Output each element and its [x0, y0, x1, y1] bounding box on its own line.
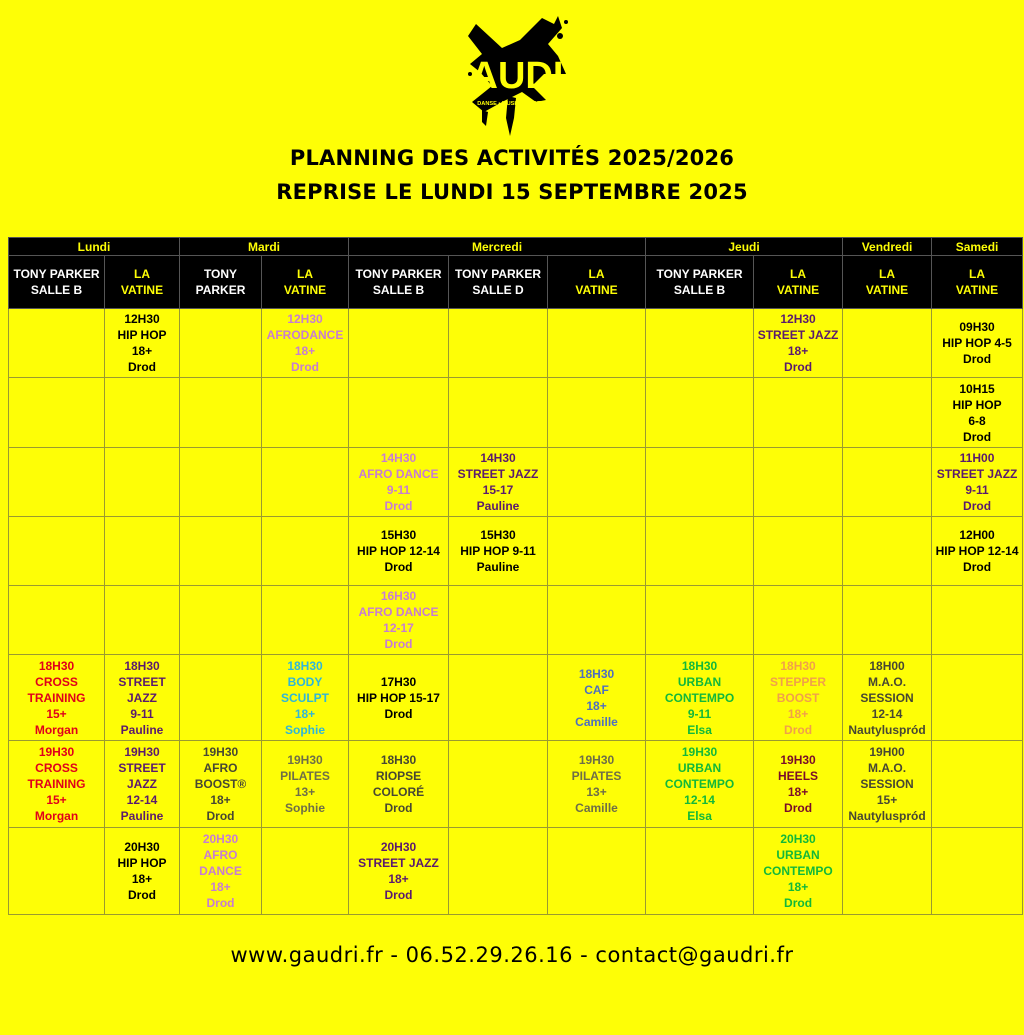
cell-line: Camille	[575, 801, 618, 815]
cell-line: STREET JAZZ	[457, 467, 539, 481]
page-title: PLANNING DES ACTIVITÉS 2025/2026	[289, 146, 735, 170]
cell-line: 11H00	[959, 451, 995, 465]
empty-slot	[754, 517, 843, 586]
class-slot	[548, 741, 646, 828]
class-slot	[9, 655, 105, 741]
schedule-row	[9, 586, 1023, 655]
cell-line: Drod	[384, 706, 413, 721]
empty-slot	[548, 448, 646, 517]
cell-line: TONY PARKER	[355, 267, 442, 281]
cell-line: HIP HOP 15-17	[357, 690, 440, 705]
empty-slot	[932, 655, 1023, 741]
cell-line: Morgan	[34, 722, 79, 737]
cell-line: 12-14	[684, 793, 715, 807]
cell-line: 18+	[787, 785, 809, 799]
cell-line: 19H30	[681, 745, 718, 759]
cell-line: LA	[588, 267, 605, 281]
contact-footer: www.gaudri.fr - 06.52.29.26.16 - contact@gaudri.fr	[230, 943, 794, 967]
cell-line: 9-11	[687, 706, 712, 721]
day-header: Samedi	[932, 238, 1023, 256]
class-slot	[349, 586, 449, 655]
empty-slot	[932, 741, 1023, 828]
empty-slot	[180, 448, 262, 517]
cell-line: BOOST	[776, 690, 820, 705]
empty-slot	[548, 517, 646, 586]
room-header	[262, 256, 349, 309]
schedule-body	[9, 309, 1023, 915]
cell-line: TRAINING	[27, 690, 86, 705]
empty-slot	[180, 655, 262, 741]
empty-slot	[646, 309, 754, 378]
empty-slot	[646, 586, 754, 655]
day-header: Vendredi	[843, 238, 932, 256]
cell-line: Camille	[575, 714, 618, 729]
cell-line: LA	[134, 267, 150, 281]
cell-line: STREET JAZZ	[936, 467, 1018, 481]
schedule-row	[9, 378, 1023, 448]
cell-line: Drod	[384, 560, 413, 574]
cell-line: 15+	[46, 793, 67, 807]
cell-line: 19H30	[38, 745, 75, 759]
cell-line: URBAN	[776, 848, 820, 862]
cell-line: COLORÉ	[372, 785, 425, 799]
cell-line: Drod	[963, 352, 992, 366]
cell-line: TONY PARKER	[455, 267, 542, 281]
empty-slot	[262, 586, 349, 655]
empty-slot	[262, 517, 349, 586]
empty-slot	[548, 828, 646, 915]
cell-line: Drod	[963, 560, 992, 574]
cell-line: BOOST®	[194, 777, 247, 791]
cell-line: STEPPER	[770, 674, 827, 689]
cell-line: 18+	[210, 793, 231, 807]
empty-slot	[754, 448, 843, 517]
empty-slot	[9, 828, 105, 915]
cell-line: 10H15	[959, 381, 995, 396]
cell-line: URBAN	[677, 761, 722, 775]
class-slot	[105, 655, 180, 741]
cell-line: VATINE	[283, 283, 327, 297]
cell-line: 18H30	[124, 658, 160, 673]
cell-line: LA	[879, 267, 896, 281]
cell-line: AFRODANCE	[266, 328, 344, 342]
empty-slot	[449, 309, 548, 378]
cell-line: HIP HOP 12-14	[357, 544, 440, 558]
cell-line: Elsa	[687, 809, 712, 823]
cell-line: Nautyluspród	[848, 809, 926, 823]
empty-slot	[9, 448, 105, 517]
cell-line: HIP HOP	[952, 397, 1002, 412]
empty-slot	[646, 517, 754, 586]
cell-line: STREET JAZZ	[358, 856, 439, 870]
class-slot	[105, 741, 180, 828]
class-slot	[349, 517, 449, 586]
cell-line: 14H30	[380, 451, 417, 465]
cell-line: 18H30	[578, 666, 615, 681]
room-header	[449, 256, 548, 309]
cell-line: HIP HOP	[117, 856, 167, 870]
cell-line: HEELS	[778, 769, 819, 783]
cell-line: LA	[969, 267, 986, 281]
empty-slot	[9, 378, 105, 448]
cell-line: 18+	[131, 872, 153, 886]
cell-line: JAZZ	[127, 777, 157, 791]
cell-line: JAZZ	[127, 690, 157, 705]
empty-slot	[105, 448, 180, 517]
cell-line: 18H30	[681, 658, 718, 673]
cell-line: 12-17	[383, 621, 414, 635]
cell-line: 12H30	[287, 312, 323, 326]
cell-line: 18+	[586, 698, 607, 713]
day-header: Mercredi	[349, 238, 646, 256]
cell-line: Drod	[963, 499, 992, 513]
empty-slot	[9, 309, 105, 378]
cell-line: RIOPSE	[375, 769, 422, 783]
cell-line: 15H30	[480, 528, 516, 542]
cell-line: 19H30	[780, 753, 816, 767]
cell-line: Drod	[384, 888, 413, 902]
cell-line: 18H00	[869, 658, 905, 673]
empty-slot	[449, 741, 548, 828]
cell-line: 18H30	[287, 658, 323, 673]
empty-slot	[646, 378, 754, 448]
cell-line: Pauline	[476, 560, 520, 574]
brand-logo	[462, 14, 572, 136]
cell-line: 19H30	[124, 745, 160, 759]
cell-line: Sophie	[285, 722, 326, 737]
room-header	[9, 256, 105, 309]
cell-line: PARKER	[195, 283, 246, 297]
cell-line: HIP HOP	[117, 328, 167, 342]
cell-line: Drod	[784, 896, 813, 910]
day-header-row	[9, 238, 1023, 256]
empty-slot	[754, 586, 843, 655]
cell-line: AFRO DANCE	[358, 467, 439, 481]
room-header-row	[9, 256, 1023, 309]
cell-line: 19H00	[869, 745, 905, 759]
cell-line: 12-14	[126, 793, 158, 807]
empty-slot	[932, 828, 1023, 915]
svg-text:AUDI: AUDI	[470, 55, 564, 97]
class-slot	[349, 448, 449, 517]
class-slot	[932, 378, 1023, 448]
class-slot	[548, 655, 646, 741]
cell-line: DANCE	[199, 864, 242, 878]
cell-line: M.A.O.	[868, 674, 907, 689]
cell-line: TONY PARKER	[656, 267, 743, 281]
empty-slot	[646, 828, 754, 915]
class-slot	[843, 741, 932, 828]
cell-line: Drod	[784, 360, 813, 374]
cell-line: CONTEMPO	[664, 777, 735, 791]
empty-slot	[262, 828, 349, 915]
cell-line: LA	[297, 267, 313, 281]
cell-line: SALLE B	[372, 283, 425, 297]
empty-slot	[932, 586, 1023, 655]
empty-slot	[449, 586, 548, 655]
schedule-row	[9, 741, 1023, 828]
cell-line: HIP HOP 9-11	[460, 544, 536, 558]
class-slot	[754, 741, 843, 828]
room-header	[349, 256, 449, 309]
empty-slot	[180, 378, 262, 448]
class-slot	[449, 448, 548, 517]
schedule-row	[9, 309, 1023, 378]
class-slot	[932, 517, 1023, 586]
cell-line: 13+	[294, 785, 316, 799]
cell-line: 19H30	[578, 753, 615, 767]
room-header	[646, 256, 754, 309]
schedule-row	[9, 448, 1023, 517]
cell-line: Nautyluspród	[848, 722, 926, 737]
day-header: Lundi	[9, 238, 180, 256]
cell-line: CONTEMPO	[763, 864, 833, 878]
class-slot	[105, 828, 180, 915]
cell-line: 18+	[787, 706, 809, 721]
cell-line: 12-14	[871, 706, 903, 721]
class-slot	[932, 448, 1023, 517]
class-slot	[932, 309, 1023, 378]
cell-line: VATINE	[776, 283, 820, 297]
cell-line: PILATES	[280, 769, 330, 783]
empty-slot	[754, 378, 843, 448]
cell-line: Morgan	[34, 809, 79, 823]
empty-slot	[105, 517, 180, 586]
cell-line: 15+	[46, 706, 67, 721]
empty-slot	[349, 378, 449, 448]
cell-line: 9-11	[130, 706, 154, 721]
cell-line: Drod	[784, 722, 813, 737]
room-header	[932, 256, 1023, 309]
cell-line: 18+	[787, 344, 809, 358]
room-header	[548, 256, 646, 309]
cell-line: Drod	[384, 637, 413, 651]
cell-line: 15+	[876, 793, 898, 807]
room-header	[843, 256, 932, 309]
cell-line: 18H30	[380, 753, 417, 767]
cell-line: VATINE	[955, 283, 999, 297]
cell-line: Drod	[291, 360, 319, 374]
empty-slot	[843, 586, 932, 655]
empty-slot	[449, 378, 548, 448]
cell-line: 18+	[388, 872, 409, 886]
cell-line: CONTEMPO	[664, 690, 735, 705]
class-slot	[349, 655, 449, 741]
class-slot	[262, 741, 349, 828]
cell-line: Drod	[206, 896, 235, 910]
empty-slot	[548, 309, 646, 378]
cell-line: SESSION	[860, 690, 914, 705]
cell-line: Pauline	[476, 499, 520, 513]
cell-line: Drod	[963, 429, 992, 444]
cell-line: 20H30	[380, 840, 417, 854]
day-header: Jeudi	[646, 238, 843, 256]
cell-line: Drod	[384, 499, 413, 513]
cell-line: VATINE	[575, 283, 618, 297]
schedule-row	[9, 828, 1023, 915]
empty-slot	[180, 586, 262, 655]
cell-line: HIP HOP 4-5	[942, 336, 1012, 350]
room-header	[105, 256, 180, 309]
class-slot	[105, 309, 180, 378]
cell-line: 18+	[210, 880, 231, 894]
cell-line: AFRO DANCE	[358, 605, 439, 619]
cell-line: VATINE	[120, 283, 164, 297]
page-subtitle: REPRISE LE LUNDI 15 SEPTEMBRE 2025	[276, 180, 748, 204]
cell-line: 19H30	[202, 745, 239, 759]
cell-line: 12H30	[780, 312, 816, 326]
class-slot	[180, 828, 262, 915]
empty-slot	[180, 517, 262, 586]
class-slot	[262, 309, 349, 378]
class-slot	[9, 741, 105, 828]
cell-line: 20H30	[202, 832, 239, 846]
cell-line: LA	[790, 267, 807, 281]
class-slot	[646, 655, 754, 741]
empty-slot	[646, 448, 754, 517]
cell-line: BODY SCULPT	[281, 674, 329, 705]
cell-line: 19H30	[287, 753, 323, 767]
cell-line: 6-8	[968, 413, 986, 428]
empty-slot	[9, 517, 105, 586]
cell-line: HIP HOP 12-14	[935, 544, 1019, 558]
cell-line: 15H30	[380, 528, 417, 542]
cell-line: 20H30	[124, 840, 160, 854]
cell-line: VATINE	[865, 283, 909, 297]
empty-slot	[843, 517, 932, 586]
cell-line: TONY PARKER	[13, 267, 100, 281]
empty-slot	[105, 586, 180, 655]
cell-line: 18H30	[780, 658, 816, 673]
cell-line: PILATES	[571, 769, 622, 783]
cell-line: Drod	[784, 801, 813, 815]
class-slot	[349, 741, 449, 828]
cell-line: Drod	[128, 360, 156, 374]
cell-line: SALLE B	[30, 283, 83, 297]
cell-line: Drod	[206, 809, 235, 823]
day-header: Mardi	[180, 238, 349, 256]
cell-line: 13+	[586, 785, 607, 799]
class-slot	[754, 828, 843, 915]
cell-line: SESSION	[860, 777, 914, 791]
empty-slot	[349, 309, 449, 378]
class-slot	[754, 655, 843, 741]
schedule-row	[9, 517, 1023, 586]
cell-line: STREET	[118, 761, 166, 775]
schedule-row	[9, 655, 1023, 741]
cell-line: 15-17	[482, 483, 514, 497]
class-slot	[262, 655, 349, 741]
cell-line: Elsa	[687, 722, 712, 737]
cell-line: Drod	[384, 801, 413, 815]
cell-line: Drod	[128, 888, 156, 902]
svg-text:DANSE • MUSIQUE • FITNESS: DANSE • MUSIQUE • FITNESS	[477, 101, 557, 107]
cell-line: 9-11	[965, 483, 989, 497]
cell-line: Pauline	[120, 722, 164, 737]
cell-line: AFRO	[203, 761, 238, 775]
room-header	[754, 256, 843, 309]
cell-line: URBAN	[677, 674, 722, 689]
class-slot	[754, 309, 843, 378]
empty-slot	[9, 586, 105, 655]
cell-line: 18+	[131, 344, 153, 358]
cell-line: 12H30	[124, 312, 160, 326]
empty-slot	[843, 448, 932, 517]
cell-line: 18H30	[38, 658, 75, 673]
class-slot	[449, 517, 548, 586]
empty-slot	[262, 378, 349, 448]
empty-slot	[548, 586, 646, 655]
cell-line: 12H00	[959, 528, 995, 542]
cell-line: 09H30	[959, 320, 995, 334]
empty-slot	[449, 655, 548, 741]
cell-line: TRAINING	[27, 777, 86, 791]
cell-line: Pauline	[120, 809, 164, 823]
cell-line: SALLE D	[472, 283, 524, 297]
cell-line: Sophie	[285, 801, 326, 815]
cell-line: M.A.O.	[868, 761, 907, 775]
cell-line: STREET JAZZ	[757, 328, 839, 342]
class-slot	[180, 741, 262, 828]
cell-line: 18+	[787, 880, 809, 894]
empty-slot	[843, 309, 932, 378]
cell-line: 9-11	[386, 483, 411, 497]
cell-line: 18+	[294, 344, 316, 358]
empty-slot	[843, 828, 932, 915]
class-slot	[349, 828, 449, 915]
cell-line: SALLE B	[673, 283, 726, 297]
room-header	[180, 256, 262, 309]
logo-graphic	[462, 14, 572, 136]
cell-line: 16H30	[380, 589, 417, 603]
cell-line: TONY	[203, 267, 238, 281]
class-slot	[843, 655, 932, 741]
empty-slot	[843, 378, 932, 448]
cell-line: CROSS	[35, 674, 78, 689]
schedule-table	[8, 237, 1023, 915]
cell-line: CAF	[584, 682, 609, 697]
cell-line: CROSS	[35, 761, 78, 775]
cell-line: STREET	[118, 674, 166, 689]
cell-line: 17H30	[380, 674, 417, 689]
empty-slot	[548, 378, 646, 448]
class-slot	[646, 741, 754, 828]
cell-line: 18+	[294, 706, 316, 721]
cell-line: AFRO	[203, 848, 238, 862]
empty-slot	[105, 378, 180, 448]
cell-line: 14H30	[480, 451, 516, 465]
empty-slot	[262, 448, 349, 517]
cell-line: 20H30	[780, 832, 816, 846]
empty-slot	[449, 828, 548, 915]
empty-slot	[180, 309, 262, 378]
